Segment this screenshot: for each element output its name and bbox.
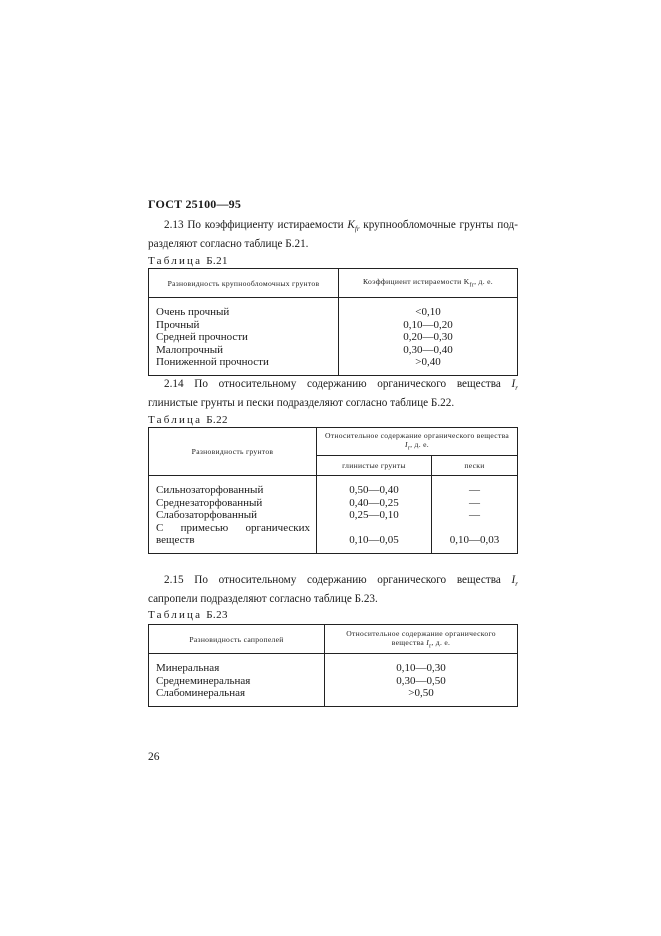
- table-caption-b22: [148, 414, 228, 426]
- col-header-unit: , д. е.: [410, 440, 429, 450]
- caption-number: Б.23: [206, 609, 228, 621]
- table-cell: 0,10—0,05: [349, 534, 399, 546]
- col-header-sub: r: [429, 643, 432, 650]
- col-header-text: Относительное содержание органического вещества: [324, 431, 510, 441]
- row-values: [325, 654, 518, 707]
- paragraph-text: глинистые грунты и пески подразделяют согласно таблице Б.22.: [148, 397, 455, 410]
- table-caption-b21: [148, 255, 228, 267]
- col-header-text: Относительное содержание органического вещества: [346, 628, 496, 647]
- caption-number: Б.21: [206, 255, 228, 267]
- paragraph-2-15: [148, 573, 518, 607]
- spacer: [317, 522, 431, 535]
- col-header: Разновидность грунтов: [149, 428, 317, 476]
- table-cell: —: [469, 484, 480, 496]
- table-row: Слабозаторфованный: [156, 509, 258, 521]
- table-row: Среднеминеральная: [156, 674, 251, 687]
- table-row: Пониженной прочности: [156, 356, 269, 368]
- table-cell: 0,10—0,30: [396, 662, 446, 674]
- col-header: [325, 625, 518, 654]
- table-b23: [148, 624, 518, 707]
- row-values: [339, 298, 518, 376]
- table-row: Сильнозаторфованный: [156, 484, 264, 496]
- table-cell: 0,10—0,03: [449, 534, 500, 546]
- table-cell: >0,50: [408, 687, 434, 699]
- table-cell: 0,30—0,50: [396, 674, 446, 687]
- col-header-unit: , д. е.: [474, 277, 493, 287]
- sub-col-header: глинистые грунты: [317, 456, 432, 476]
- col-header: [339, 269, 518, 298]
- sub-col-header: пески: [432, 456, 518, 476]
- symbol-subscript: r: [515, 580, 518, 589]
- symbol-i: I: [511, 378, 516, 390]
- document-header: ГОСТ 25100—95: [148, 197, 242, 211]
- col-header-unit: , д. е.: [431, 637, 451, 647]
- row-labels: [149, 654, 325, 707]
- table-caption-b23: [148, 609, 228, 621]
- table-cell: 0,20—0,30: [403, 331, 453, 343]
- paragraph-text: 2.13 По коэффициенту истираемости: [164, 219, 348, 231]
- paragraph-text: 2.14 По относительному содержанию органического вещества: [164, 378, 512, 390]
- caption-number: Б.22: [206, 414, 228, 426]
- symbol-k: K: [347, 219, 355, 231]
- symbol-i: I: [426, 637, 430, 647]
- paragraph-text: крупнообломочные грунты под-разделяют согласно таблице Б.21.: [148, 219, 518, 251]
- symbol-i: I: [405, 440, 408, 450]
- table-row: Очень прочный: [156, 306, 230, 318]
- caption-word: Таблица: [148, 414, 203, 426]
- col-header: Разновидность крупнообломочных грунтов: [149, 269, 339, 298]
- table-cell: 0,25—0,10: [349, 509, 399, 521]
- table-cell: 0,10—0,20: [403, 318, 453, 331]
- table-cell: 0,30—0,40: [403, 343, 453, 356]
- table-row: Малопрочный: [156, 343, 224, 356]
- paragraph-text: сапропели подразделяют согласно таблице Б.23.: [148, 593, 378, 606]
- col-header-text: Коэффициент истираемости K: [363, 277, 470, 287]
- table-b21: [148, 268, 518, 376]
- paragraph-2-14: [148, 377, 518, 411]
- page-number: 26: [148, 751, 160, 763]
- col-group-header: [317, 428, 518, 456]
- table-b22: [148, 427, 518, 554]
- symbol-subscript: fr: [354, 225, 360, 234]
- paragraph-text: 2.15 По относительному содержанию органического вещества: [164, 574, 512, 586]
- col-header-sub: r: [407, 445, 411, 452]
- caption-word: Таблица: [148, 609, 203, 621]
- table-row: С примесью органических веществ: [156, 521, 310, 546]
- spacer: [432, 522, 517, 535]
- symbol-i: I: [511, 574, 516, 586]
- caption-word: Таблица: [148, 255, 203, 267]
- row-labels: [149, 476, 317, 554]
- table-cell: —: [469, 509, 480, 521]
- table-row: Среднезаторфованный: [156, 496, 263, 509]
- table-row: Прочный: [156, 318, 200, 331]
- table-cell: <0,10: [415, 306, 441, 318]
- clay-values: [317, 476, 432, 554]
- table-row: Слабоминеральная: [156, 687, 246, 699]
- table-row: Средней прочности: [156, 331, 248, 343]
- table-cell: 0,40—0,25: [349, 496, 399, 509]
- sand-values: [432, 476, 518, 554]
- col-header-sub: fr: [469, 282, 475, 289]
- paragraph-2-13: [148, 218, 518, 252]
- table-row: Минеральная: [156, 662, 220, 674]
- table-cell: —: [469, 496, 480, 509]
- table-cell: 0,50—0,40: [349, 484, 399, 496]
- table-cell: >0,40: [415, 356, 441, 368]
- row-labels: [149, 298, 339, 376]
- col-header: Разновидность сапропелей: [149, 625, 325, 654]
- symbol-subscript: r: [515, 384, 518, 393]
